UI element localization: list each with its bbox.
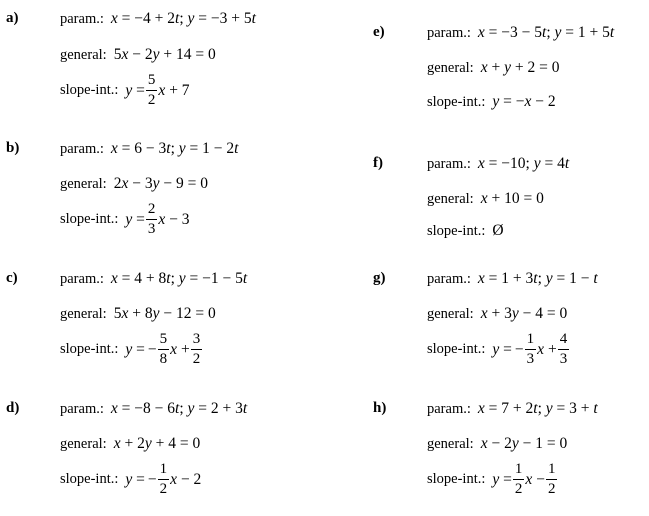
param-line (427, 24, 614, 42)
param-equation: x = −4 + 2t; y = −3 + 5t (110, 10, 256, 27)
problem-label: b) (6, 140, 20, 156)
slope-line (427, 460, 558, 499)
slope-fraction-numerator: 2 (146, 200, 158, 220)
slope-fraction (525, 330, 537, 369)
param-caption: param.: (60, 400, 104, 417)
general-line (427, 59, 559, 77)
slope-line (427, 330, 570, 369)
param-caption: param.: (427, 155, 471, 172)
general-caption: general: (60, 305, 107, 322)
general-line (60, 175, 208, 193)
intercept-fraction-denominator: 2 (192, 351, 201, 367)
intercept-fraction-denominator: 2 (547, 481, 556, 497)
param-equation: x = 1 + 3t; y = 1 − t (477, 270, 598, 287)
intercept-fraction-numerator: 1 (546, 460, 558, 480)
slope-fraction (158, 330, 170, 369)
slope-caption: slope-int.: (60, 82, 119, 98)
param-line (427, 270, 598, 288)
param-caption: param.: (60, 10, 104, 27)
slope-fraction (158, 460, 170, 499)
param-caption: param.: (427, 270, 471, 287)
intercept-fraction-denominator: 3 (559, 351, 568, 367)
general-line (427, 190, 544, 208)
slope-lhs: y = (125, 210, 145, 228)
slope-lhs: y = −x − 2 (492, 93, 556, 110)
param-line (60, 10, 256, 28)
param-caption: param.: (427, 400, 471, 417)
param-line (60, 140, 238, 158)
intercept-fraction (191, 330, 203, 369)
general-line (60, 435, 200, 453)
slope-fraction-denominator: 2 (159, 481, 168, 497)
problem-label: c) (6, 270, 18, 286)
general-line (427, 435, 567, 453)
slope-line (60, 200, 190, 239)
param-caption: param.: (60, 270, 104, 287)
param-line (60, 400, 247, 418)
slope-fraction (146, 71, 158, 110)
general-caption: general: (427, 59, 474, 76)
param-line (60, 270, 247, 288)
slope-caption: slope-int.: (60, 211, 119, 227)
problem-label: h) (373, 400, 387, 416)
general-line (60, 46, 216, 64)
general-equation: x + 3y − 4 = 0 (480, 305, 568, 322)
param-equation: x = −3 − 5t; y = 1 + 5t (477, 24, 615, 41)
slope-lhs: y = (125, 340, 145, 358)
general-caption: general: (60, 435, 107, 452)
slope-caption: slope-int.: (427, 93, 486, 110)
slope-line (60, 460, 201, 499)
param-equation: x = 4 + 8t; y = −1 − 5t (110, 270, 248, 287)
general-caption: general: (427, 305, 474, 322)
intercept-fraction-numerator: 4 (558, 330, 570, 350)
slope-fraction-denominator: 2 (514, 481, 523, 497)
slope-lhs: Ø (492, 222, 504, 239)
slope-fraction (513, 460, 525, 499)
slope-rest: x − 2 (170, 470, 202, 488)
intercept-fraction-numerator: 3 (191, 330, 203, 350)
slope-lhs: y = (125, 470, 145, 488)
general-equation: x + y + 2 = 0 (480, 59, 560, 76)
slope-line (60, 330, 203, 369)
slope-caption: slope-int.: (427, 222, 486, 239)
slope-line (427, 222, 504, 240)
slope-fraction-denominator: 3 (526, 351, 535, 367)
problem-label: d) (6, 400, 20, 416)
slope-caption: slope-int.: (427, 471, 486, 487)
slope-fraction (146, 200, 158, 239)
slope-sign: − (147, 470, 157, 488)
slope-lhs: y = (492, 470, 512, 488)
intercept-fraction (558, 330, 570, 369)
slope-fraction-denominator: 2 (147, 92, 156, 108)
slope-rest: x + 7 (158, 81, 190, 99)
slope-fraction-numerator: 5 (158, 330, 170, 350)
general-caption: general: (60, 175, 107, 192)
slope-caption: slope-int.: (427, 341, 486, 357)
param-equation: x = 6 − 3t; y = 1 − 2t (110, 140, 239, 157)
slope-sign: − (514, 340, 524, 358)
general-line (60, 305, 216, 323)
general-equation: x + 2y + 4 = 0 (113, 435, 201, 452)
general-equation: x + 10 = 0 (480, 190, 544, 207)
param-caption: param.: (60, 140, 104, 157)
general-equation: 5x − 2y + 14 = 0 (113, 46, 216, 63)
param-line (427, 400, 598, 418)
slope-rest: x + (537, 340, 557, 358)
general-equation: 2x − 3y − 9 = 0 (113, 175, 208, 192)
slope-fraction-numerator: 1 (525, 330, 537, 350)
general-line (427, 305, 567, 323)
general-caption: general: (60, 46, 107, 63)
slope-lhs: y = (125, 81, 145, 99)
problem-label: f) (373, 155, 383, 171)
slope-line (60, 71, 190, 110)
slope-caption: slope-int.: (60, 341, 119, 357)
problem-label: a) (6, 10, 19, 26)
slope-rest: x − 3 (158, 210, 190, 228)
slope-rest: x − (525, 470, 545, 488)
slope-line (427, 93, 556, 111)
general-equation: x − 2y − 1 = 0 (480, 435, 568, 452)
slope-fraction-numerator: 1 (158, 460, 170, 480)
slope-fraction-numerator: 1 (513, 460, 525, 480)
slope-rest: x + (170, 340, 190, 358)
slope-lhs: y = (492, 340, 512, 358)
param-equation: x = −8 − 6t; y = 2 + 3t (110, 400, 248, 417)
param-equation: x = 7 + 2t; y = 3 + t (477, 400, 598, 417)
param-equation: x = −10; y = 4t (477, 155, 570, 172)
slope-sign: − (147, 340, 157, 358)
general-caption: general: (427, 435, 474, 452)
slope-fraction-denominator: 8 (159, 351, 168, 367)
general-equation: 5x + 8y − 12 = 0 (113, 305, 216, 322)
intercept-fraction (546, 460, 558, 499)
slope-fraction-numerator: 5 (146, 71, 158, 91)
slope-fraction-denominator: 3 (147, 221, 156, 237)
param-line (427, 155, 569, 173)
problem-label: g) (373, 270, 386, 286)
general-caption: general: (427, 190, 474, 207)
problem-label: e) (373, 24, 385, 40)
slope-caption: slope-int.: (60, 471, 119, 487)
param-caption: param.: (427, 24, 471, 41)
